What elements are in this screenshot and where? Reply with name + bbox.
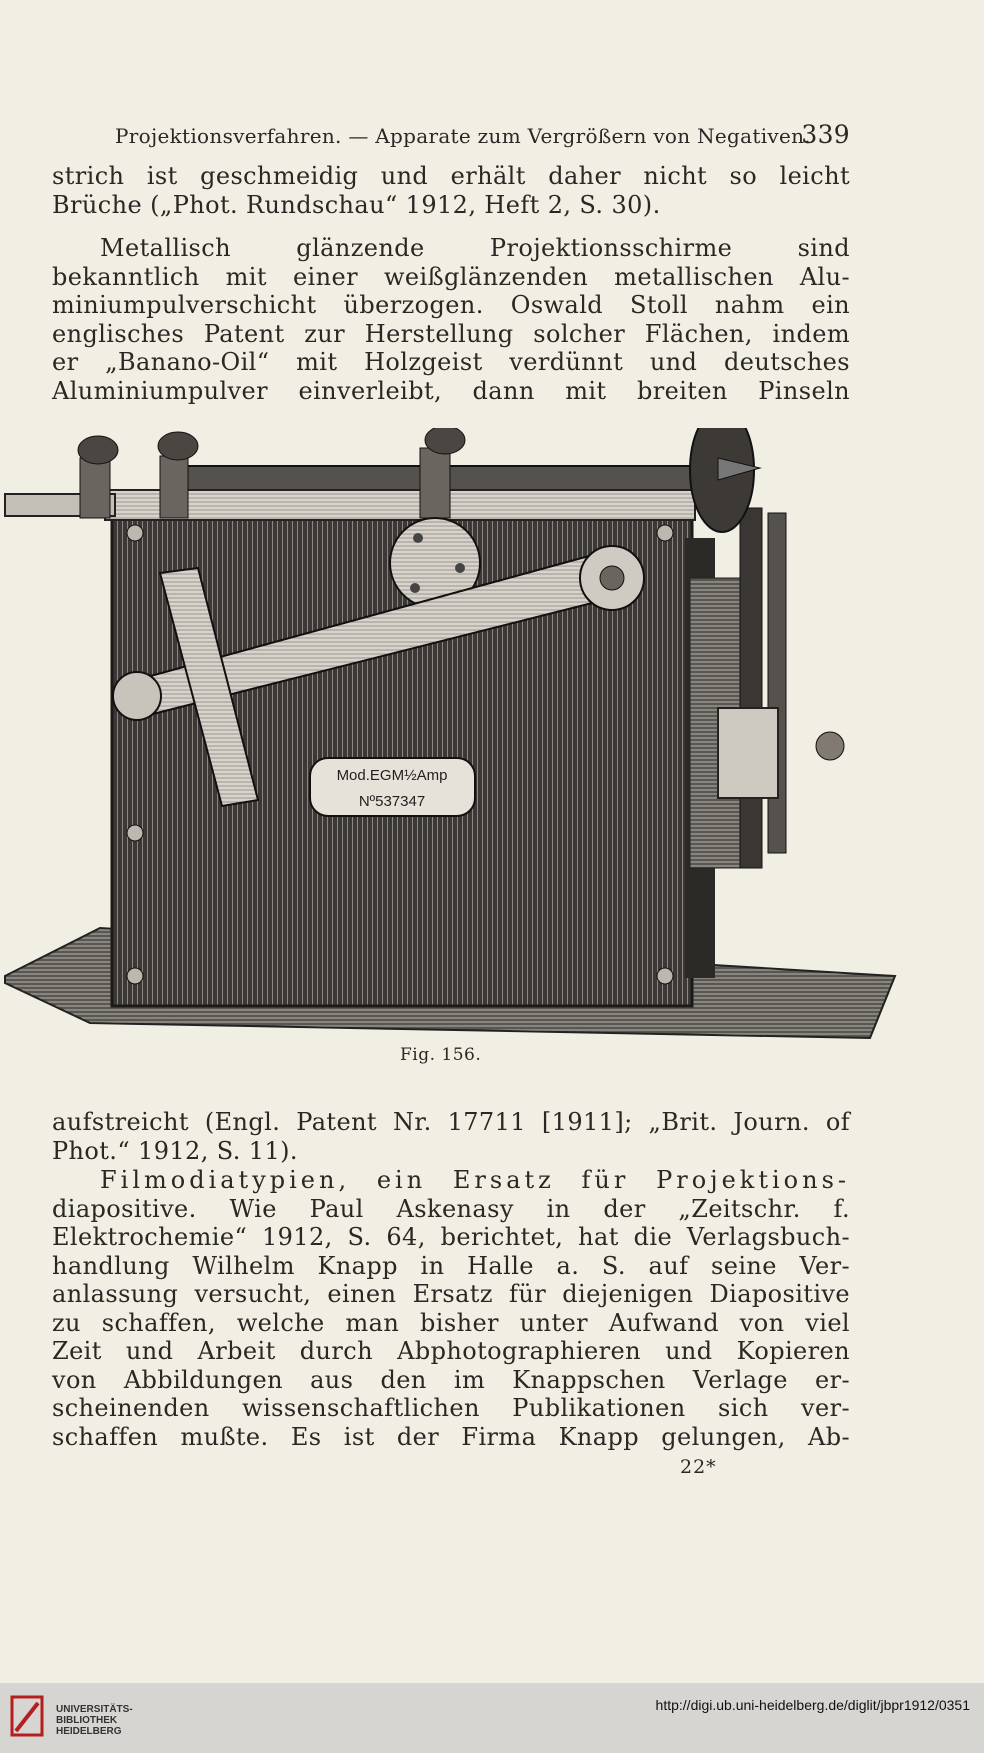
paragraph-4 (52, 1166, 850, 1451)
library-footer (0, 1683, 984, 1753)
library-logo-icon (10, 1693, 46, 1739)
paragraph-2 (52, 234, 850, 405)
text-line: diapositive. Wie Paul Askenasy in der „Zeitschr. f. (52, 1194, 850, 1223)
text-line: Brüche („Phot. Rundschau“ 1912, Heft 2, S. 30). (52, 190, 661, 219)
figure-caption: Fig. 156. (400, 1045, 482, 1065)
running-title: Projektionsverfahren. — Apparate zum Vergrößern von Negativen. (115, 124, 811, 148)
text-line: von Abbildungen aus den im Knappschen Verlage er- (52, 1365, 850, 1394)
text-line: er „Banano-Oil“ mit Holzgeist verdünnt und deutsches (52, 348, 850, 376)
text-line: anlassung versucht, einen Ersatz für diejenigen Diapositive (52, 1280, 850, 1308)
text-line: Metallisch glänzende Projektionsschirme sind (100, 234, 850, 262)
running-header (115, 120, 850, 149)
library-name-line: HEIDELBERG (56, 1726, 122, 1737)
enlarging-apparatus-figure (0, 428, 900, 1048)
text-line: schaffen mußte. Es ist der Firma Knapp gelungen, Ab- (52, 1422, 850, 1451)
text-line: scheinenden wissenschaftlichen Publikationen sich ver- (52, 1394, 850, 1422)
page-number: 339 (801, 120, 850, 149)
text-line: Aluminiumpulver einverleibt, dann mit breiten Pinseln (52, 376, 850, 405)
text-line: englisches Patent zur Herstellung solcher Flächen, indem (52, 319, 850, 348)
text-line: miniumpulverschicht überzogen. Oswald Stoll nahm ein (52, 291, 850, 319)
text-line: Elektrochemie“ 1912, S. 64, berichtet, hat die Verlagsbuch- (52, 1223, 850, 1251)
library-name-line: BIBLIOTHEK (56, 1715, 118, 1726)
text-line: strich ist geschmeidig und erhält daher nicht so leicht (52, 162, 850, 190)
text-line: Filmodiatypien, ein Ersatz für Projektions- (100, 1166, 850, 1194)
signature-mark: 22* (680, 1456, 717, 1478)
text-line: Zeit und Arbeit durch Abphotographieren und Kopieren (52, 1337, 850, 1365)
paragraph-3 (52, 1108, 850, 1165)
text-line: zu schaffen, welche man bisher unter Aufwand von viel (52, 1308, 850, 1337)
text-line: handlung Wilhelm Knapp in Halle a. S. auf seine Ver- (52, 1251, 850, 1280)
permalink-url[interactable]: http://digi.ub.uni-heidelberg.de/diglit/jbpr1912/0351 (655, 1697, 970, 1713)
library-name-line: UNIVERSITÄTS- (56, 1704, 133, 1715)
text-line: aufstreicht (Engl. Patent Nr. 17711 [1911]; „Brit. Journ. of (52, 1108, 850, 1136)
plate-serial-text: Nº537347 (358, 793, 426, 810)
library-name (56, 1704, 133, 1737)
paragraph-1 (52, 162, 850, 219)
plate-model-text: Mod.EGM½Amp (336, 767, 448, 784)
text-line: Phot.“ 1912, S. 11). (52, 1136, 298, 1165)
text-line: bekanntlich mit einer weißglänzenden metallischen Alu- (52, 262, 850, 291)
